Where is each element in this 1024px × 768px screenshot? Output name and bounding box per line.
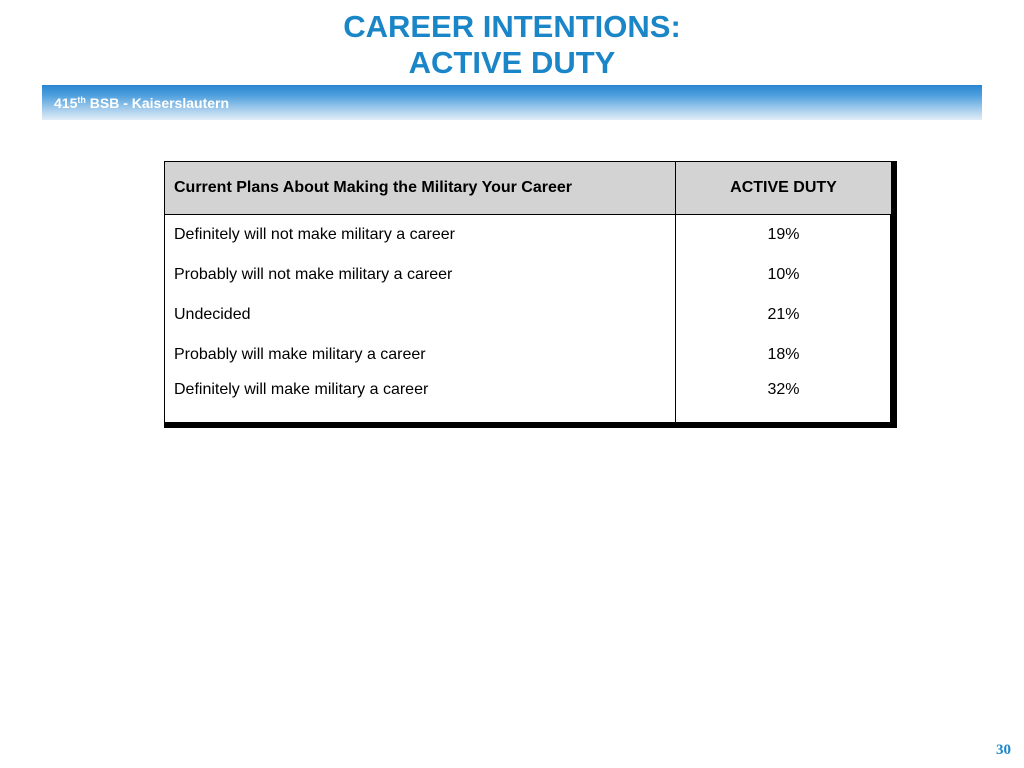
table-row — [165, 255, 892, 295]
table-row — [165, 295, 892, 335]
row-value: 21% — [676, 295, 892, 335]
banner-superscript: th — [77, 95, 86, 105]
banner-prefix: 415 — [54, 95, 78, 111]
table-row — [165, 215, 892, 256]
table-header-row — [165, 162, 892, 215]
career-plans-table-container — [164, 161, 898, 428]
page-number: 30 — [996, 742, 1011, 758]
banner-label — [54, 95, 229, 111]
column-header-plans: Current Plans About Making the Military Your Career — [165, 162, 676, 215]
banner-suffix: BSB - Kaiserslautern — [85, 95, 230, 111]
row-label: Definitely will make military a career — [174, 381, 429, 398]
row-label: Undecided — [174, 306, 251, 323]
row-value: 32% — [676, 375, 892, 427]
row-value: 18% — [676, 335, 892, 375]
career-plans-table — [164, 161, 892, 427]
row-value: 19% — [676, 215, 892, 256]
table-row — [165, 335, 892, 375]
header-banner — [42, 85, 982, 120]
row-label: Definitely will not make military a career — [174, 226, 455, 243]
slide-title-line2: ACTIVE DUTY — [408, 45, 616, 80]
table-row — [165, 375, 892, 427]
slide-title-line1: CAREER INTENTIONS: — [343, 9, 681, 44]
row-value: 10% — [676, 255, 892, 295]
row-label: Probably will not make military a career — [174, 266, 453, 283]
column-header-active-duty: ACTIVE DUTY — [676, 162, 892, 215]
slide-title — [0, 9, 1024, 81]
row-label: Probably will make military a career — [174, 346, 426, 363]
